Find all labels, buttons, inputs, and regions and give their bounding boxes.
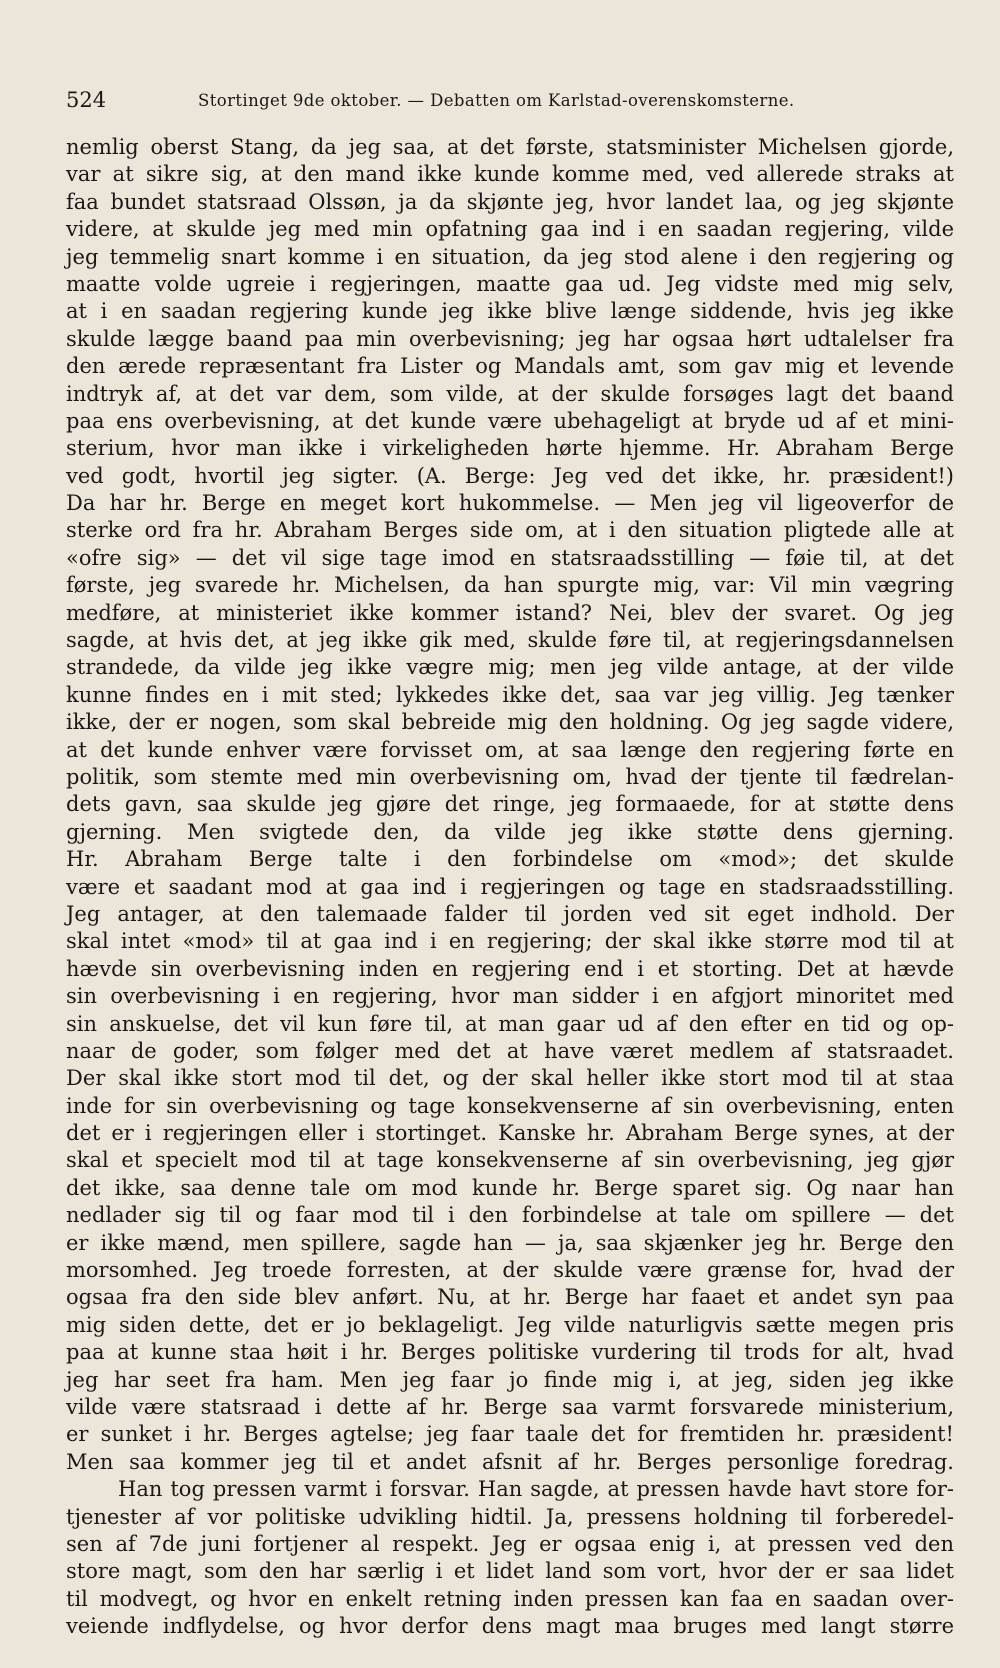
text-line: politik, som stemte med min overbevisning om, hvad der tjente til fædrelan- <box>66 764 954 789</box>
text-line: «ofre sig» — det vil sige tage imod en statsraadsstilling — føie til, at det <box>66 545 954 570</box>
text-line: store magt, som den har særlig i et lidet land som vort, hvor der er saa lidet <box>66 1559 954 1584</box>
text-line: sagde, at hvis det, at jeg ikke gik med, skulde føre til, at regjeringsdannelsen <box>66 628 954 653</box>
text-line: Der skal ikke stort mod til det, og der skal heller ikke stort mod til at staa <box>66 1066 954 1091</box>
text-line: morsomhed. Jeg troede forresten, at der skulde være grænse for, hvad der <box>66 1258 954 1283</box>
text-line: sin overbevisning i en regjering, hvor man sidder i en afgjort minoritet med <box>66 984 954 1009</box>
text-line: er ikke mænd, men spillere, sagde han — ja, saa skjænker jeg hr. Berge den <box>66 1230 954 1255</box>
text-line: skal et specielt mod til at tage konsekvenserne af sin overbevisning, jeg gjør <box>66 1148 954 1173</box>
text-line: videre, at skulde jeg med min opfatning gaa ind i en saadan regjering, vilde <box>66 217 954 242</box>
text-line: mig siden dette, det er jo beklageligt. Jeg vilde naturligvis sætte megen pris <box>66 1312 954 1337</box>
text-line: ikke, der er nogen, som skal bebreide mig den holdning. Og jeg sagde videre, <box>66 710 954 735</box>
text-line <box>66 1640 954 1667</box>
text-line: nemlig oberst Stang, da jeg saa, at det første, statsminister Michelsen gjorde, <box>66 135 954 159</box>
text-line: Hr. Abraham Berge talte i den forbindelse om «mod»; det skulde <box>66 847 954 872</box>
text-line: sterke ord fra hr. Abraham Berges side om, at i den situation pligtede alle at <box>66 518 954 543</box>
text-line: den ærede repræsentant fra Lister og Mandals amt, som gav mig et levende <box>66 354 954 379</box>
body-text <box>66 134 954 1668</box>
text-line: strandede, da vilde jeg ikke vægre mig; men jeg vilde antage, at der vilde <box>66 655 954 680</box>
text-line: Men saa kommer jeg til et andet afsnit af hr. Berges personlige foredrag. <box>66 1449 954 1474</box>
text-line: paa at kunne staa høit i hr. Berges politiske vurdering til trods for alt, hvad <box>66 1340 954 1365</box>
text-line: paa ens overbevisning, at det kunde være ubehageligt at bryde ud af et mini- <box>66 408 954 433</box>
text-line: ved godt, hvortil jeg sigter. (A. Berge: Jeg ved det ikke, hr. præsident!) <box>66 463 954 488</box>
text-line: det ikke, saa denne tale om mod kunde hr. Berge sparet sig. Og naar han <box>66 1175 954 1200</box>
text-line: naar de goder, som følger med det at have været medlem af statsraadet. <box>66 1038 954 1063</box>
text-line: jeg har seet fra ham. Men jeg faar jo finde mig i, at jeg, siden jeg ikke <box>66 1367 954 1392</box>
text-line: ogsaa fra den side blev anført. Nu, at hr. Berge har faaet et andet syn paa <box>66 1285 954 1310</box>
text-line: maatte volde ugreie i regjeringen, maatte gaa ud. Jeg vidste med mig selv, <box>66 271 954 296</box>
text-line: det er i regjeringen eller i stortinget. Kanske hr. Abraham Berge synes, at der <box>66 1121 954 1146</box>
text-line: sin anskuelse, det vil kun føre til, at man gaar ud af den efter en tid og op- <box>66 1011 954 1036</box>
text-line: tjenester af vor politiske udvikling hidtil. Ja, pressens holdning til forberedel- <box>66 1504 954 1529</box>
running-head <box>66 88 954 118</box>
text-line: nedlader sig til og faar mod til i den forbindelse at tale om spillere — det <box>66 1203 954 1228</box>
text-line: at det kunde enhver være forvisset om, at saa længe den regjering førte en <box>66 737 954 762</box>
running-title: Stortinget 9de oktober. — Debatten om Karlstad-overenskomsterne. <box>198 91 795 110</box>
text-line: veiende indflydelse, og hvor derfor dens magt maa bruges med langt større <box>66 1614 954 1639</box>
text-line: Han tog pressen varmt i forsvar. Han sagde, at pressen havde havt store for- <box>118 1477 954 1502</box>
text-line: kunne findes en i mit sted; lykkedes ikke det, saa var jeg villig. Jeg tænker <box>66 682 954 707</box>
text-line: faa bundet statsraad Olssøn, ja da skjønte jeg, hvor landet laa, og jeg skjønte <box>66 189 954 214</box>
text-line: være et saadant mod at gaa ind i regjeringen og tage en stadsraadsstilling. <box>66 874 954 899</box>
text-line: var at sikre sig, at den mand ikke kunde komme med, ved allerede straks at <box>66 162 954 187</box>
text-line: gjerning. Men svigtede den, da vilde jeg ikke støtte dens gjerning. <box>66 819 954 844</box>
text-line: inde for sin overbevisning og tage konsekvenserne af sin overbevisning, enten <box>66 1093 954 1118</box>
text-line: hævde sin overbevisning inden en regjering end i et storting. Det at hævde <box>66 956 954 981</box>
text-line: Da har hr. Berge en meget kort hukommelse. — Men jeg vil ligeoverfor de <box>66 491 954 516</box>
text-line: medføre, at ministeriet ikke kommer istand? Nei, blev der svaret. Og jeg <box>66 600 954 625</box>
text-line: vilde være statsraad i dette af hr. Berge saa varmt forsvarede ministerium, <box>66 1394 954 1419</box>
text-line: jeg temmelig snart komme i en situation, da jeg stod alene i den regjering og <box>66 244 954 269</box>
text-line: første, jeg svarede hr. Michelsen, da han spurgte mig, var: Vil min vægring <box>66 573 954 598</box>
page-number: 524 <box>66 88 107 112</box>
text-line: til modvegt, og hvor en enkelt retning inden pressen kan faa en saadan over- <box>66 1586 954 1611</box>
text-line: Jeg antager, at den talemaade falder til jorden ved sit eget indhold. Der <box>66 901 954 926</box>
text-line: indtryk af, at det var dem, som vilde, at der skulde forsøges lagt det baand <box>66 381 954 406</box>
text-line: skulde lægge baand paa min overbevisning; jeg har ogsaa hørt udtalelser fra <box>66 326 954 351</box>
text-line: skal intet «mod» til at gaa ind i en regjering; der skal ikke større mod til at <box>66 929 954 954</box>
text-line: sen af 7de juni fortjener al respekt. Jeg er ogsaa enig i, at pressen ved den <box>66 1531 954 1556</box>
text-line: dets gavn, saa skulde jeg gjøre det ringe, jeg formaaede, for at støtte dens <box>66 792 954 817</box>
text-line: at i en saadan regjering kunde jeg ikke blive længe siddende, hvis jeg ikke <box>66 299 954 324</box>
text-line: er sunket i hr. Berges agtelse; jeg faar taale det for fremtiden hr. præsident! <box>66 1422 954 1447</box>
text-line: sterium, hvor man ikke i virkeligheden hørte hjemme. Hr. Abraham Berge <box>66 436 954 461</box>
